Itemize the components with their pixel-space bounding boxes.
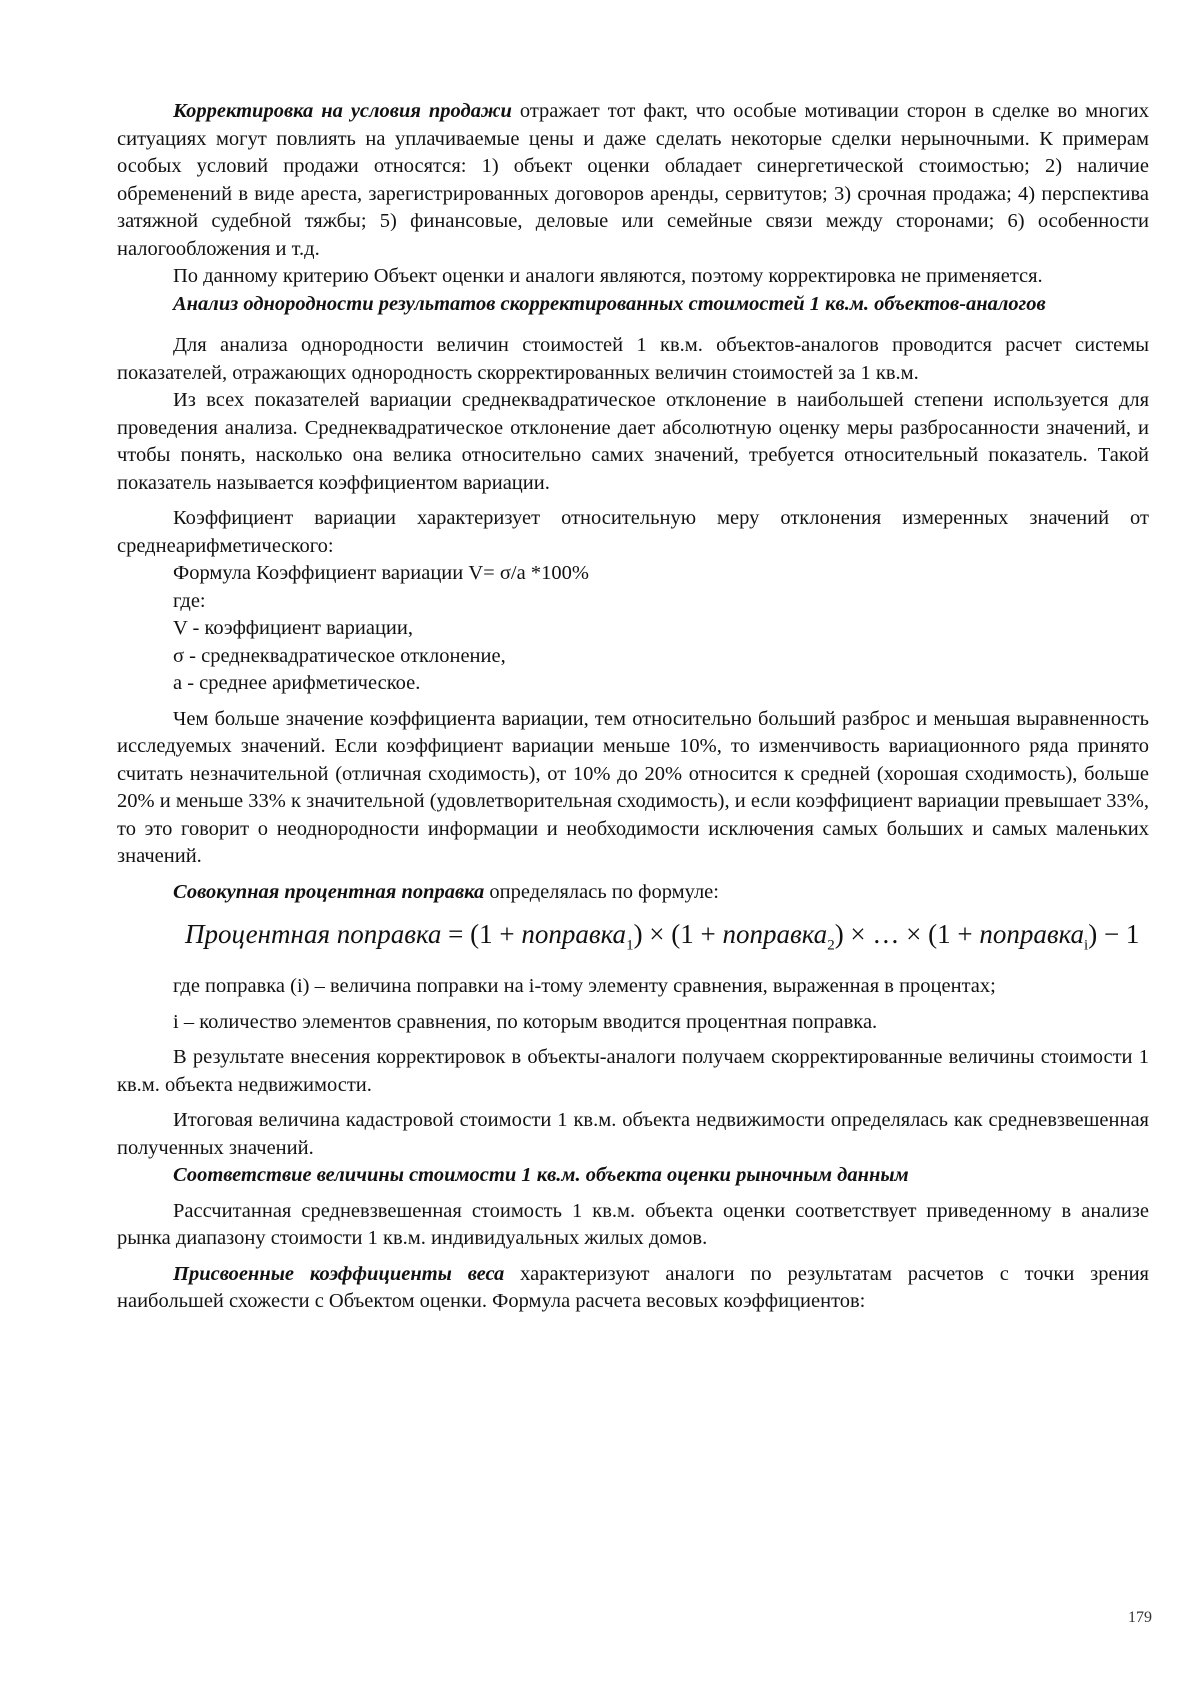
paragraph-variation-coefficient: Коэффициент вариации характеризует относительную меру отклонения измеренных значений от среднеарифметического: [117,507,1149,557]
formula-lhs: Процентная поправка [185,919,442,949]
section-heading-market-conformity: Соответствие величины стоимости 1 кв.м. объекта оценки рыночным данным [173,1164,909,1187]
formula-line: Формула Коэффициент вариации V= σ/a *100% [173,562,589,584]
formula-subscript: 1 [626,937,634,954]
formula-subscript: 2 [827,937,835,954]
paragraph-weight-coefficients [117,1261,1149,1316]
formula-operator: = (1 + [441,919,522,949]
paragraph-variation-indicators: Из всех показателей вариации среднеквадратическое отклонение в наибольшей степени используется для проведения анализа. Среднеквадратическое отклонение дает абсолютную оценку меры разбросанности значений, и чтобы понять, насколько она велика относительно самих значений, требуется относительный показатель. Такой показатель называется коэффициентом вариации. [117,389,1149,494]
paragraph-text: характеризуют аналоги по результатам расчетов с точки зрения наибольшей схожести с Объектом оценки. Формула расчета весовых коэффициентов: [117,1262,1149,1313]
term-weight-coefficients: Присвоенные коэффициенты веса [173,1262,505,1285]
paragraph-adjusted-values: В результате внесения корректировок в объекты-аналоги получаем скорректированные величины стоимости 1 кв.м. объекта недвижимости. [117,1046,1149,1096]
paragraph-homogeneity-analysis: Для анализа однородности величин стоимостей 1 кв.м. объектов-аналогов проводится расчет системы показателей, отражающих однородность скорректированных величин стоимостей за 1 кв.м. [117,334,1149,384]
paragraph-text: отражает тот факт, что особые мотивации сторон в сделке во многих ситуациях могут повлиять на уплачиваемые цены и даже сделать некоторые сделки нерыночными. К примерам особых условий продажи относятся: 1) объект оценки обладает синергетической стоимостью; 2) наличие обременений в виде ареста, зарегистрированных договоров аренды, сервитутов; 3) срочная продажа; 4) перспектива затяжной судебной тяжбы; 5) финансовые, деловые или семейные связи между сторонами; 6) особенности налогообложения и т.д. [117,100,1149,260]
paragraph-final-value: Итоговая величина кадастровой стоимости 1 кв.м. объекта недвижимости определялась как средневзвешенная полученных значений. [117,1109,1149,1159]
formula-term: поправка [722,919,828,949]
formula-term: поправка [979,919,1085,949]
paragraph-market-conformity: Рассчитанная средневзвешенная стоимость 1 кв.м. объекта оценки соответствует приведенному в анализе рынка диапазону стоимости 1 кв.м. индивидуальных жилых домов. [117,1199,1149,1250]
paragraph-sale-conditions [117,98,1149,263]
formula-operator: ) × … × (1 + [834,919,980,949]
term-sale-conditions: Корректировка на условия продажи [173,100,512,122]
formula-operator: ) − 1 [1088,919,1140,949]
formula-operator: ) × (1 + [633,919,723,949]
formula-line: где: [173,589,206,612]
formula-subscript: i [1084,937,1089,954]
paragraph-text: определялась по формуле: [484,880,719,903]
formula-term: поправка [521,919,627,949]
percentage-adjustment-formula [117,916,1149,963]
paragraph-criterion: По данному критерию Объект оценки и аналоги являются, поэтому корректировка не применяется. [173,265,1043,287]
formula-line: V - коэффициент вариации, [173,617,413,639]
formula-line: σ - среднеквадратическое отклонение, [173,644,506,667]
section-heading-homogeneity: Анализ однородности результатов скорректированных стоимостей 1 кв.м. объектов-аналогов [173,292,1046,315]
term-cumulative-adjustment: Совокупная процентная поправка [173,880,485,903]
paragraph-variation-thresholds: Чем больше значение коэффициента вариации, тем относительно больший разброс и меньшая выравненность исследуемых значений. Если коэффициент вариации меньше 10%, то изменчивость вариационного ряда принято считать незначительной (отличная сходимость), от 10% до 20% относится к средней (хорошая сходимость), больше 20% и меньше 33% к значительной (удовлетворительная сходимость), и если коэффициент вариации превышает 33%, то это говорит о неоднородности информации и необходимости исключения самых больших и самых маленьких значений. [117,707,1149,867]
paragraph-adjustment-definition: где поправка (i) – величина поправки на i-тому элементу сравнения, выраженная в процентах; [173,975,996,998]
page-number: 179 [1128,1609,1152,1626]
paragraph-elements-count: i – количество элементов сравнения, по которым вводится процентная поправка. [173,1010,878,1033]
formula-line: а - среднее арифметическое. [173,672,421,694]
paragraph-cumulative-adjustment [117,879,1149,907]
